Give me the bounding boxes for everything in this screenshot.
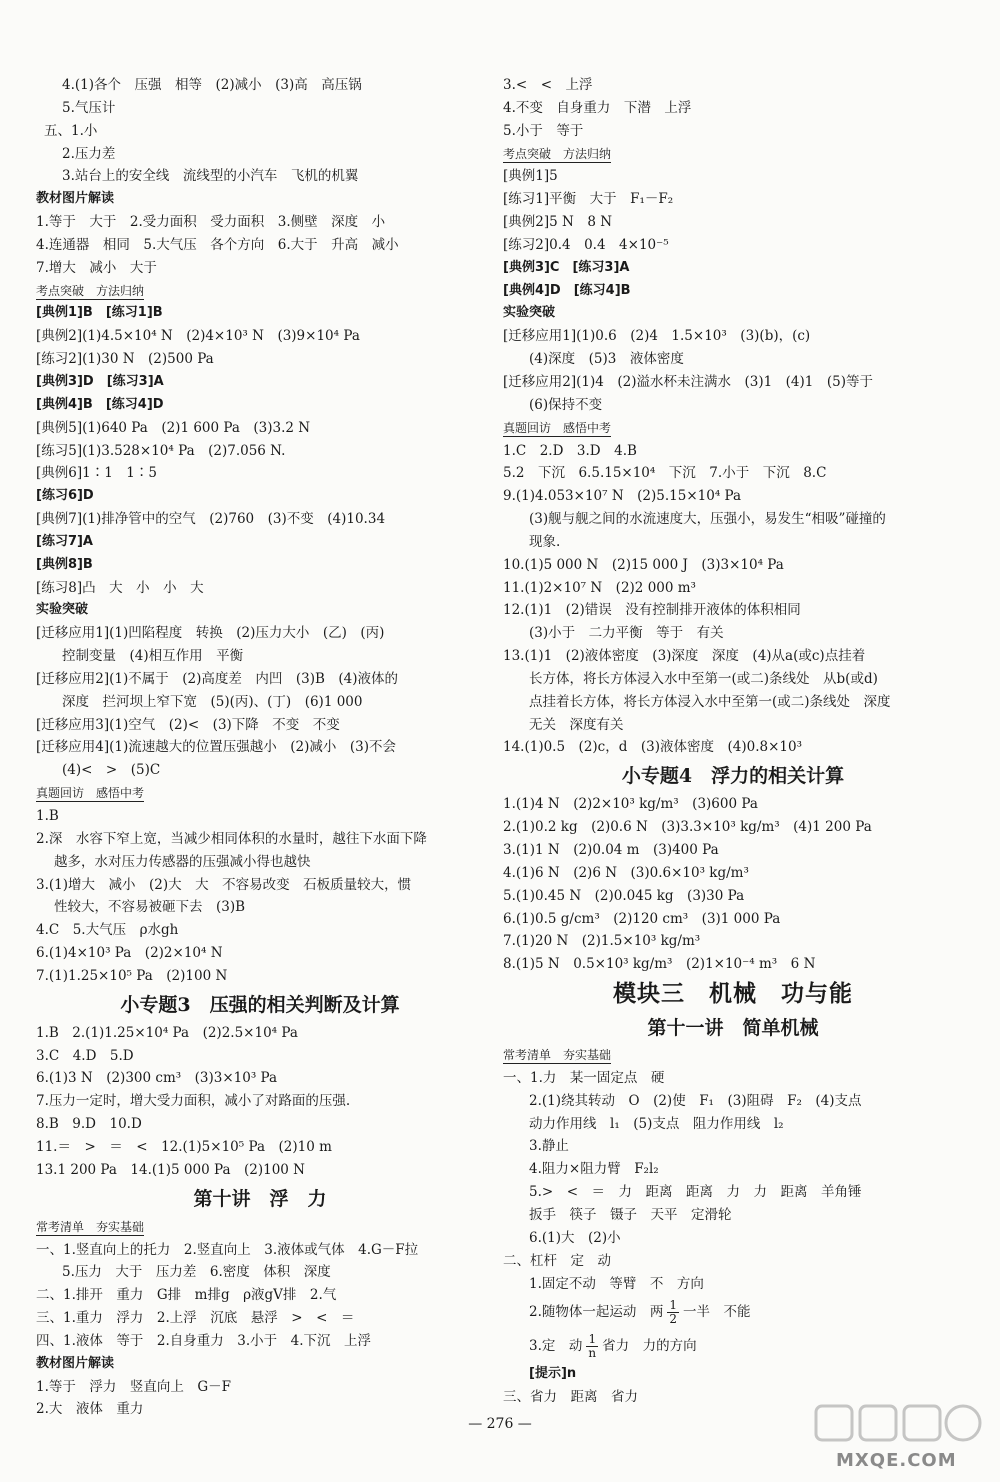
right-line: 扳手 筷子 镊子 天平 定滑轮 (529, 1206, 732, 1223)
right-line: 3.定 动 $\frac{1}{n}$ 省力 力的方向 (529, 1332, 697, 1361)
left-line: 7.增大 减小 大于 (36, 259, 157, 276)
left-line: [练习7]A (36, 533, 93, 549)
right-line: 三、省力 距离 省力 (503, 1389, 638, 1406)
right-line: 1.(1)4 N (2)2×10³ kg/m³ (3)600 Pa (503, 796, 758, 813)
right-line: 3.(1)1 N (2)0.04 m (3)400 Pa (503, 842, 719, 858)
left-line: 6.(1)4×10³ Pa (2)2×10⁴ N (36, 945, 223, 962)
right-line: 5.(1)0.45 N (2)0.045 kg (3)30 Pa (503, 887, 745, 904)
right-line: 6.(1)0.5 g/cm³ (2)120 cm³ (3)1 000 Pa (503, 910, 781, 927)
right-line: 2.(1)0.2 kg (2)0.6 N (3)3.3×10³ kg/m³ (4)1 200 Pa (503, 819, 872, 836)
right-line: 5.2 下沉 6.5.15×10⁴ 下沉 7.小于 下沉 8.C (503, 465, 827, 482)
left-line: [典例1]B [练习1]B (36, 305, 163, 321)
left-line: 6.(1)3 N (2)300 cm³ (3)3×10³ Pa (36, 1070, 278, 1087)
right-line: 实验突破 (503, 305, 556, 321)
right-line: [典例4]D [练习4]B (503, 282, 631, 298)
left-line: 13.1 200 Pa 14.(1)5 000 Pa (2)100 N (36, 1161, 305, 1178)
left-line: 真题回访 感悟中考 (36, 786, 145, 801)
left-line: [典例5](1)640 Pa (2)1 600 Pa (3)3.2 N (36, 419, 311, 436)
left-line: 考点突破 方法归纳 (36, 283, 145, 298)
right-line: 3.静止 (529, 1138, 569, 1155)
left-line: 教材图片解读 (36, 191, 115, 207)
left-line: [典例2](1)4.5×10⁴ N (2)4×10³ N (3)9×10⁴ Pa (36, 328, 360, 345)
right-line: 4.(1)6 N (2)6 N (3)0.6×10³ kg/m³ (503, 864, 749, 881)
right-line: 2.(1)绕其转动 O (2)使 F₁ (3)阻碍 F₂ (4)支点 (529, 1092, 862, 1109)
right-line: 二、杠杆 定 动 (503, 1252, 611, 1269)
left-line: [迁移应用4](1)流速越大的位置压强越小 (2)减小 (3)不会 (36, 739, 396, 756)
left-line: [练习5](1)3.528×10⁴ Pa (2)7.056 N. (36, 442, 286, 459)
left-line: 1.等于 大于 2.受力面积 受力面积 3.侧壁 深度 小 (36, 214, 386, 231)
left-line: 7.压力一定时，增大受力面积，减小了对路面的压强. (36, 1093, 351, 1110)
left-line: 五、1.小 (44, 122, 98, 139)
right-line: 5.> < ＝ 力 距离 距离 力 力 距离 羊角锤 (529, 1184, 862, 1201)
right-line: 8.(1)5 N 0.5×10³ kg/m³ (2)1×10⁻⁴ m³ 6 N (503, 956, 816, 973)
left-line: [迁移应用1](1)凹陷程度 转换 (2)压力大小 (乙) (丙) (36, 625, 385, 642)
left-line: [迁移应用3](1)空气 (2)< (3)下降 不变 不变 (36, 716, 340, 733)
right-line: 动力作用线 l₁ (5)支点 阻力作用线 l₂ (529, 1115, 784, 1132)
right-line: 模块三 机械 功与能 (613, 980, 853, 1008)
left-line: 4.C 5.大气压 ρ水gh (36, 922, 179, 939)
right-line: 9.(1)4.053×10⁷ N (2)5.15×10⁴ Pa (503, 488, 742, 505)
fraction: $\frac{1}{n}$ (588, 1332, 597, 1361)
right-line: (6)保持不变 (529, 396, 603, 413)
right-line: 7.(1)20 N (2)1.5×10³ kg/m³ (503, 933, 701, 950)
right-line: (4)深度 (5)3 液体密度 (529, 351, 684, 368)
left-line: 四、1.液体 等于 2.自身重力 3.小于 4.下沉 上浮 (36, 1332, 372, 1349)
left-line: 三、1.重力 浮力 2.上浮 沉底 悬浮 > < ＝ (36, 1310, 355, 1327)
right-line: 11.(1)2×10⁷ N (2)2 000 m³ (503, 579, 696, 596)
right-line: 常考清单 夯实基础 (503, 1048, 612, 1063)
right-line: [练习1]平衡 大于 F₁－F₂ (503, 191, 674, 208)
page-number: — 276 — (468, 1416, 532, 1432)
left-line: 7.(1)1.25×10⁵ Pa (2)100 N (36, 967, 228, 984)
right-line: 1.固定不动 等臂 不 方向 (529, 1275, 704, 1292)
left-line: 4.(1)各个 压强 相等 (2)减小 (3)高 高压锅 (62, 77, 362, 93)
left-line: 3.C 4.D 5.D (36, 1047, 134, 1064)
left-line: 性较大，不容易被砸下去 (3)B (54, 899, 246, 916)
right-line: (3)舰与舰之间的水流速度大，压强小，易发生“相吸”碰撞的 (529, 511, 886, 528)
left-line: [典例8]B (36, 556, 93, 572)
left-column (36, 74, 484, 1421)
left-line: 二、1.排开 重力 G排 m排g ρ液gV排 2.气 (36, 1287, 337, 1304)
left-line: [练习8]凸 大 小 小 大 (36, 579, 204, 596)
right-line: 1.C 2.D 3.D 4.B (503, 442, 637, 459)
right-line: 2.随物体一起运动 两 $\frac{1}{2}$ 一半 不能 (529, 1298, 751, 1327)
right-line: [典例2]5 N 8 N (503, 214, 613, 231)
left-line: 深度 拦河坝上窄下宽 (5)(丙)、(丁) (6)1 000 (62, 693, 363, 710)
right-line: 一、1.力 某一固定点 硬 (503, 1069, 665, 1086)
left-line: 2.压力差 (62, 145, 116, 162)
left-line: 教材图片解读 (36, 1355, 115, 1371)
right-line: (3)小于 二力平衡 等于 有关 (529, 625, 724, 642)
right-line: [迁移应用2](1)4 (2)溢水杯未注满水 (3)1 (4)1 (5)等于 (503, 373, 874, 390)
right-line: 真题回访 感悟中考 (503, 420, 612, 435)
watermark-text: MXQE.COM (836, 1450, 957, 1471)
right-line: 考点突破 方法归纳 (503, 146, 612, 161)
right-line: 无关 深度有关 (529, 716, 624, 733)
right-line: 12.(1)1 (2)错误 没有控制排开液体的体积相同 (503, 602, 801, 619)
left-line: 1.等于 浮力 竖直向上 G－F (36, 1378, 232, 1395)
right-line: 第十一讲 简单机械 (647, 1017, 819, 1040)
right-line: 点挂着长方体，将长方体浸入水中至第一(或二)条线处 深度 (529, 693, 891, 710)
right-line: [迁移应用1](1)0.6 (2)4 1.5×10³ (3)(b)，(c) (503, 328, 811, 345)
left-line: 第十讲 浮 力 (193, 1187, 327, 1210)
left-line: 小专题3 压强的相关判断及计算 (120, 993, 400, 1016)
fraction: $\frac{1}{2}$ (669, 1298, 678, 1327)
left-line: [典例4]B [练习4]D (36, 396, 164, 412)
right-line: [练习2]0.4 0.4 4×10⁻⁵ (503, 236, 669, 253)
right-line: 4.阻力×阻力臂 F₂l₂ (529, 1161, 659, 1178)
right-line: 长方体，将长方体浸入水中至第一(或二)条线处 从b(或d) (529, 670, 878, 687)
left-line: [典例6]1∶1 1∶5 (36, 465, 157, 482)
left-line: [练习2](1)30 N (2)500 Pa (36, 351, 214, 368)
right-line: 现象. (529, 533, 561, 550)
left-line: 4.连通器 相同 5.大气压 各个方向 6.大于 升高 减小 (36, 236, 399, 253)
left-line: 11.＝ > ＝ < 12.(1)5×10⁵ Pa (2)10 m (36, 1138, 332, 1155)
left-line: 1.B (36, 808, 59, 824)
left-line: 3.站台上的安全线 流线型的小汽车 飞机的机翼 (62, 168, 359, 185)
left-line: 2.深 水容下窄上宽，当减少相同体积的水量时，越往下水面下降 (36, 830, 427, 847)
right-line: 6.(1)大 (2)小 (529, 1229, 621, 1246)
left-line: 5.气压计 (62, 99, 116, 116)
right-line: 3.< < 上浮 (503, 77, 593, 93)
right-line: [典例3]C [练习3]A (503, 259, 630, 275)
right-line: 小专题4 浮力的相关计算 (621, 765, 845, 788)
left-line: [练习6]D (36, 488, 94, 504)
left-line: 1.B 2.(1)1.25×10⁴ Pa (2)2.5×10⁴ Pa (36, 1024, 298, 1041)
left-line: [典例7](1)排净管中的空气 (2)760 (3)不变 (4)10.34 (36, 511, 386, 528)
right-line: 10.(1)5 000 N (2)15 000 J (3)3×10⁴ Pa (503, 556, 784, 573)
left-line: [典例3]D [练习3]A (36, 373, 164, 389)
right-line: [提示]n (529, 1366, 577, 1382)
right-line: 5.小于 等于 (503, 122, 584, 139)
left-line: 5.压力 大于 压力差 6.密度 体积 深度 (62, 1264, 331, 1281)
right-line: 13.(1)1 (2)液体密度 (3)深度 深度 (4)从a(或c)点挂着 (503, 648, 866, 665)
left-line: 一、1.竖直向上的托力 2.竖直向上 3.液体或气体 4.G－F拉 (36, 1241, 419, 1258)
left-line: [迁移应用2](1)不属于 (2)高度差 内凹 (3)B (4)液体的 (36, 670, 399, 687)
left-line: 越多，水对压力传感器的压强减小得也越快 (54, 853, 311, 870)
left-line: 3.(1)增大 减小 (2)大 大 不容易改变 石板质量较大，惯 (36, 876, 412, 893)
left-line: 实验突破 (36, 602, 89, 618)
left-line: 常考清单 夯实基础 (36, 1219, 145, 1234)
right-column (503, 74, 963, 1409)
left-line: 2.大 液体 重力 (36, 1401, 144, 1418)
right-line: 4.不变 自身重力 下潜 上浮 (503, 99, 692, 116)
right-line: 14.(1)0.5 (2)c，d (3)液体密度 (4)0.8×10³ (503, 739, 803, 756)
left-line: (4)< > (5)C (62, 762, 161, 779)
right-line: [典例1]5 (503, 168, 558, 185)
left-line: 控制变量 (4)相互作用 平衡 (62, 648, 244, 665)
left-line: 8.B 9.D 10.D (36, 1116, 142, 1133)
